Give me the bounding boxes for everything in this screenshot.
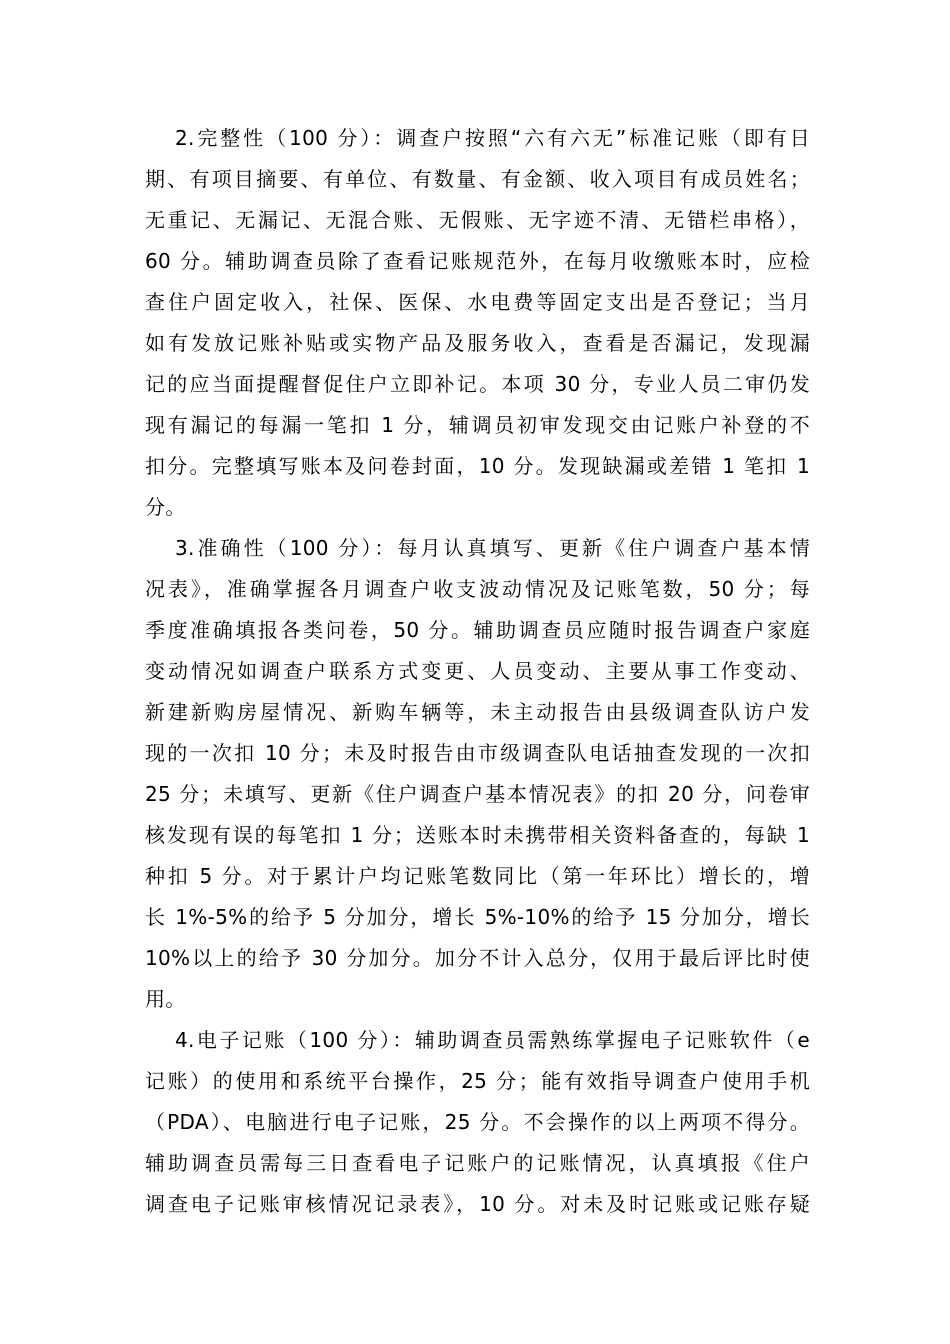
paragraph-1-line-9: 扣分。完整填写账本及问卷封面，10 分。发现缺漏或差错 1 笔扣 1 (145, 454, 810, 478)
paragraph-2-line-7: 25 分；未填写、更新《住户调查户基本情况表》的扣 20 分，问卷审 (145, 782, 810, 806)
paragraph-1-line-10: 分。 (145, 495, 186, 519)
paragraph-2-line-4: 变动情况如调查户联系方式变更、人员变动、主要从事工作变动、 (145, 659, 810, 683)
paragraph-3-line-3: （PDA）、电脑进行电子记账，25 分。不会操作的以上两项不得分。 (145, 1110, 810, 1134)
paragraph-1-line-7: 记的应当面提醒督促住户立即补记。本项 30 分，专业人员二审仍发 (145, 372, 810, 396)
paragraph-2-line-9: 种扣 5 分。对于累计户均记账笔数同比（第一年环比）增长的，增 (145, 864, 810, 888)
paragraph-2-line-2: 况表》，准确掌握各月调查户收支波动情况及记账笔数，50 分；每 (145, 577, 810, 601)
paragraph-2-line-12: 用。 (145, 987, 186, 1011)
paragraph-3-line-1: 4.电子记账（100 分）：辅助调查员需熟练掌握电子记账软件（e (175, 1028, 810, 1052)
paragraph-2-line-1: 3.准确性（100 分）：每月认真填写、更新《住户调查户基本情 (175, 536, 810, 560)
paragraph-2-line-8: 核发现有误的每笔扣 1 分；送账本时未携带相关资料备查的，每缺 1 (145, 823, 810, 847)
paragraph-1-line-1: 2.完整性（100 分）：调查户按照“六有六无”标准记账（即有日 (175, 126, 810, 150)
paragraph-1-line-3: 无重记、无漏记、无混合账、无假账、无字迹不清、无错栏串格）， (145, 208, 810, 232)
paragraph-2-line-11: 10%以上的给予 30 分加分。加分不计入总分，仅用于最后评比时使 (145, 946, 810, 970)
paragraph-2-line-10: 长 1%-5%的给予 5 分加分，增长 5%-10%的给予 15 分加分，增长 (145, 905, 810, 929)
paragraph-1-line-8: 现有漏记的每漏一笔扣 1 分，辅调员初审发现交由记账户补登的不 (145, 413, 810, 437)
paragraph-2-line-5: 新建新购房屋情况、新购车辆等，未主动报告由县级调查队访户发 (145, 700, 810, 724)
paragraph-3-line-5: 调查电子记账审核情况记录表》，10 分。对未及时记账或记账存疑 (145, 1192, 810, 1216)
paragraph-1-line-6: 如有发放记账补贴或实物产品及服务收入，查看是否漏记，发现漏 (145, 331, 810, 355)
paragraph-1-line-4: 60 分。辅助调查员除了查看记账规范外，在每月收缴账本时，应检 (145, 249, 810, 273)
paragraph-2-line-3: 季度准确填报各类问卷，50 分。辅助调查员应随时报告调查户家庭 (145, 618, 810, 642)
paragraph-3-line-4: 辅助调查员需每三日查看电子记账户的记账情况，认真填报《住户 (145, 1151, 810, 1175)
paragraph-2-line-6: 现的一次扣 10 分；未及时报告由市级调查队电话抽查发现的一次扣 (145, 741, 810, 765)
paragraph-1-line-2: 期、有项目摘要、有单位、有数量、有金额、收入项目有成员姓名； (145, 167, 810, 191)
paragraph-3-line-2: 记账）的使用和系统平台操作，25 分；能有效指导调查户使用手机 (145, 1069, 810, 1093)
paragraph-1-line-5: 查住户固定收入，社保、医保、水电费等固定支出是否登记；当月 (145, 290, 810, 314)
